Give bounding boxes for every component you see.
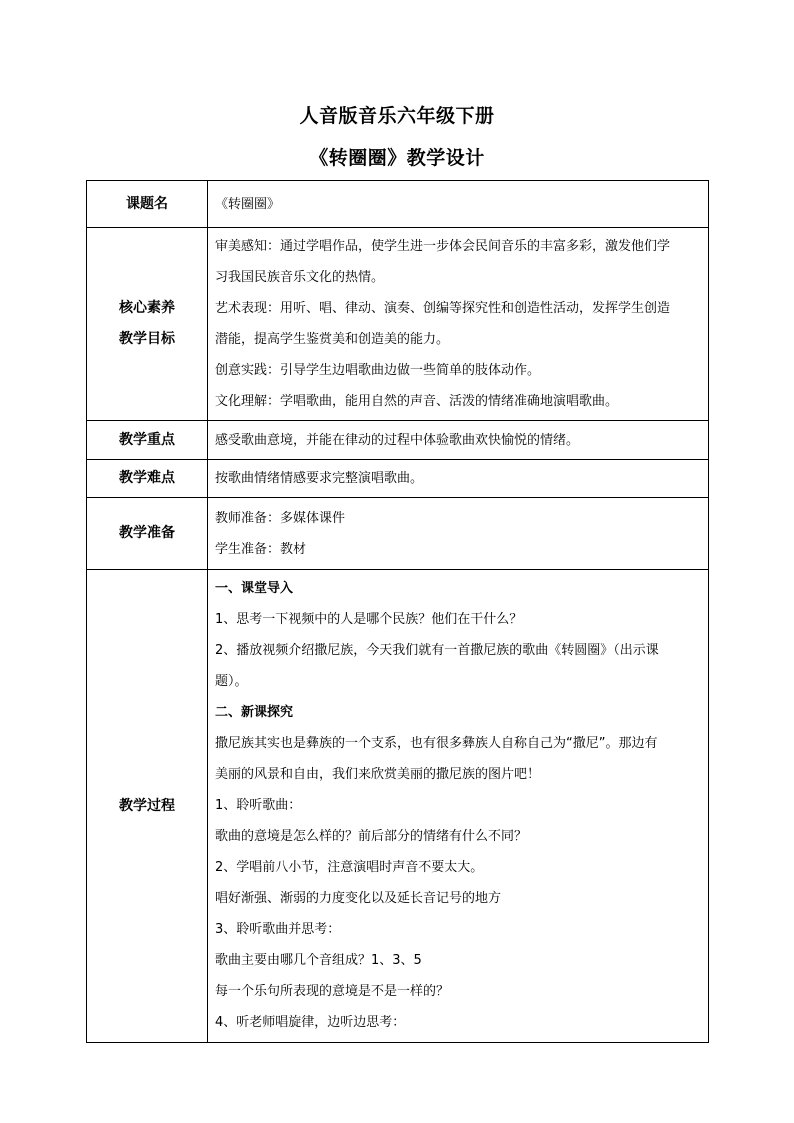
label-process: [87, 570, 208, 1043]
content-topic: [208, 181, 709, 228]
table-row-preparation: [87, 498, 709, 570]
table-row-focus: [87, 421, 709, 460]
content-difficulty: [208, 460, 709, 498]
process-line: 2、播放视频介绍撒尼族，今天我们就有一首撒尼族的歌曲《转圆圈》（出示课: [215, 643, 659, 658]
preparation-line: 教师准备：多媒体课件: [215, 510, 346, 526]
process-line: 撒尼族其实也是彝族的一个支系，也有很多彝族人自称自己为“撒尼”。那边有: [215, 736, 658, 751]
goals-line: 艺术表现：用听、唱、律动、演奏、创编等探究性和创造性活动，发挥学生创造: [215, 301, 671, 316]
label-goals: [87, 228, 208, 421]
goals-line: 潜能，提高学生鉴赏美和创造美的能力。: [215, 332, 450, 347]
process-section-heading: 二、新课探究: [215, 705, 294, 720]
process-line: 2、学唱前八小节，注意演唱时声音不要太大。: [215, 860, 484, 875]
label-difficulty: [87, 460, 208, 498]
preparation-line: 学生准备：教材: [215, 541, 307, 557]
label-goals-line-1: 核心素养: [119, 300, 175, 316]
label-preparation-text: 教学准备: [119, 525, 175, 541]
process-line: 每一个乐句所表现的意境是不是一样的？: [215, 984, 450, 999]
label-preparation: [87, 498, 208, 570]
label-difficulty-text: 教学难点: [119, 470, 175, 486]
content-preparation: [208, 498, 709, 570]
document-title: 人音版音乐六年级下册: [299, 105, 495, 127]
process-line: 1、思考一下视频中的人是哪个民族？他们在干什么？: [215, 612, 523, 627]
goals-line: 审美感知：通过学唱作品，使学生进一步体会民间音乐的丰富多彩，激发他们学: [215, 239, 671, 254]
content-goals: [208, 228, 709, 421]
table-row-difficulty: [87, 460, 709, 498]
goals-line: 创意实践：引导学生边唱歌曲边做一些简单的肢体动作。: [215, 363, 541, 378]
goals-line: 习我国民族音乐文化的热情。: [215, 270, 385, 285]
goals-line: 文化理解：学唱歌曲，能用自然的声音、活泼的情绪准确地演唱歌曲。: [215, 394, 619, 409]
process-line: 题）。: [215, 674, 248, 689]
process-line: 4、听老师唱旋律，边听边思考：: [215, 1015, 406, 1030]
table-row-process: [87, 570, 709, 1043]
label-topic: [87, 181, 208, 228]
process-line: 唱好渐强、渐弱的力度变化以及延长音记号的地方: [215, 891, 502, 906]
process-line: 美丽的风景和自由，我们来欣赏美丽的撒尼族的图片吧！: [215, 767, 541, 782]
document-subtitle: 《转圈圈》教学设计: [309, 147, 485, 169]
lesson-plan-table: [86, 180, 709, 1043]
content-process: [208, 570, 709, 1043]
label-process-text: 教学过程: [119, 797, 175, 814]
content-focus: [208, 421, 709, 460]
process-section-heading: 一、课堂导入: [215, 581, 294, 596]
process-line: 歌曲主要由哪几个音组成？1、3、5: [215, 953, 422, 968]
difficulty-value: 按歌曲情绪情感要求完整演唱歌曲。: [215, 471, 424, 486]
label-goals-line-2: 教学目标: [119, 331, 175, 347]
focus-value: 感受歌曲意境，并能在律动的过程中体验歌曲欢快愉悦的情绪。: [215, 432, 580, 448]
label-focus: [87, 421, 208, 460]
table-row-topic: [87, 181, 709, 228]
process-line: 3、聆听歌曲并思考：: [215, 922, 341, 937]
process-line: 1、聆听歌曲：: [215, 798, 302, 813]
topic-value: 《转圈圈》: [215, 196, 281, 212]
table-row-goals: [87, 228, 709, 421]
label-topic-text: 课题名: [126, 195, 168, 212]
process-line: 歌曲的意境是怎么样的？前后部分的情绪有什么不同？: [215, 829, 528, 844]
label-focus-text: 教学重点: [119, 431, 175, 448]
